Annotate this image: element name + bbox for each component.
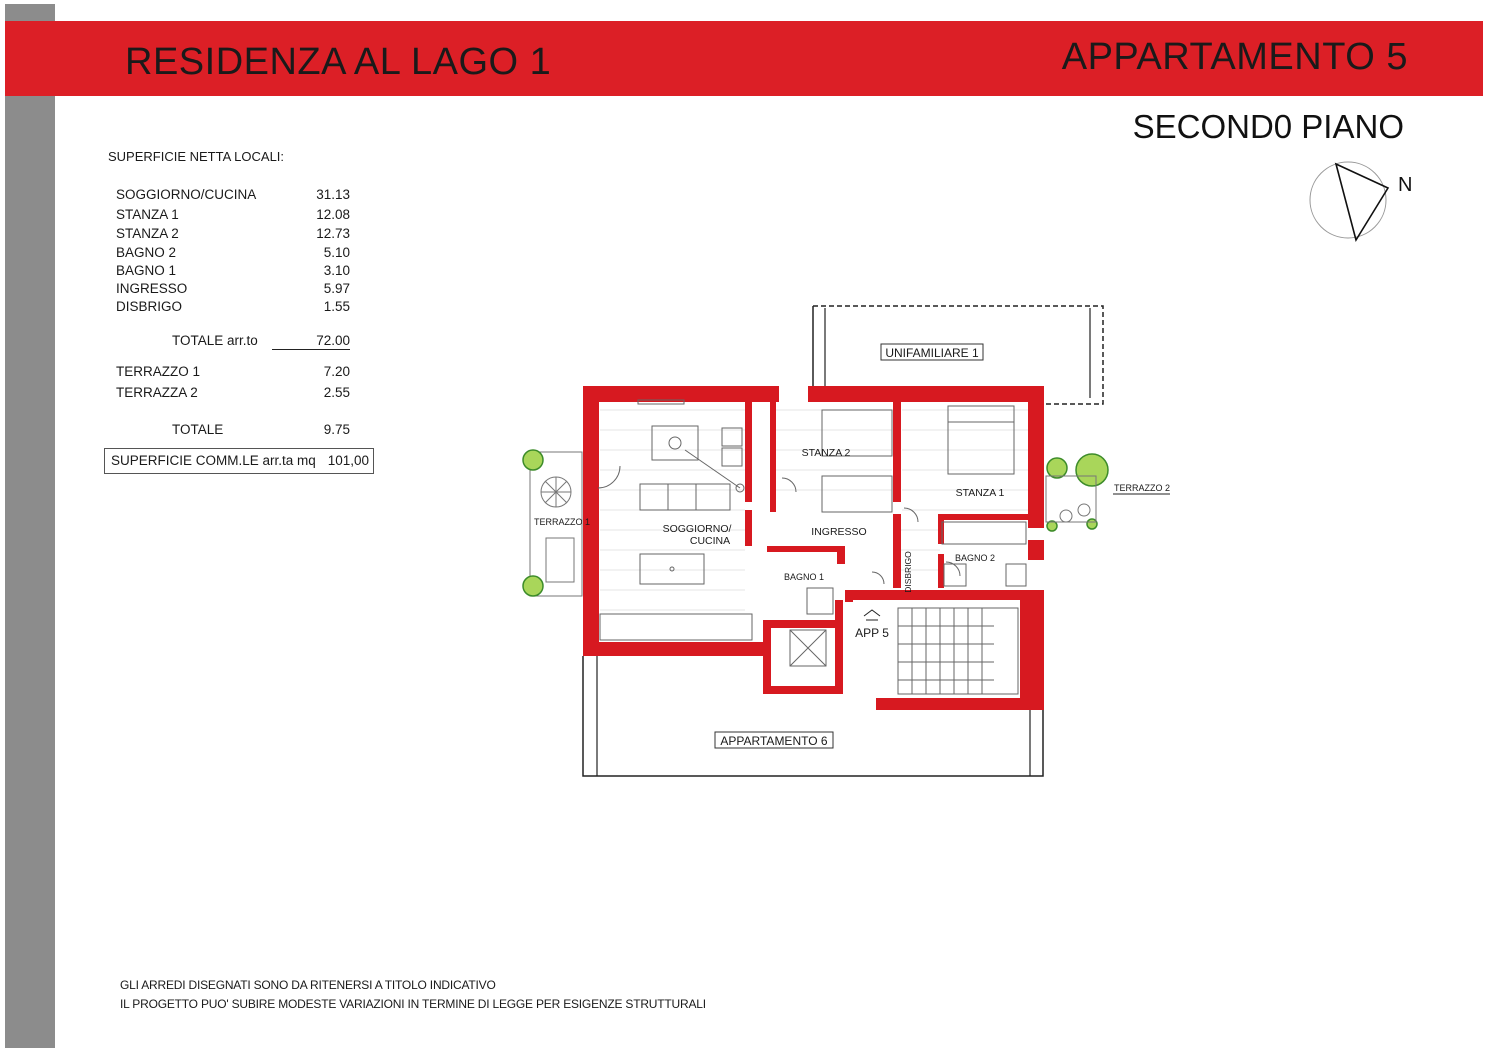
room-label-bagno-2: BAGNO 2 [954,553,996,563]
area-name: SOGGIORNO/CUCINA [116,187,257,202]
unit-title: APPARTAMENTO 5 [1061,36,1408,78]
room-label-soggiorno: SOGGIORNO/ [662,523,732,535]
room-label-cucina: CUCINA [689,535,731,547]
project-title: RESIDENZA AL LAGO 1 [125,41,552,83]
area-row [116,281,350,299]
area-name: BAGNO 1 [116,263,177,278]
area-row [116,299,350,317]
area-name: BAGNO 2 [116,245,177,260]
area-row [116,263,350,281]
area-value: 1.55 [323,299,350,314]
area-value: 31.13 [316,187,350,202]
commercial-label: SUPERFICIE COMM.LE arr.ta mq [111,453,316,468]
area-name: STANZA 2 [116,226,179,241]
commercial-value: 101,00 [327,453,369,468]
room-label-terrazzo-2: TERRAZZO 2 [1113,483,1171,493]
area-value: 12.08 [316,207,350,222]
title-banner [5,21,1483,96]
terrace-total-label: TOTALE [172,422,224,437]
area-value: 5.97 [323,281,350,296]
room-label-app: APP 5 [855,626,889,640]
terrace-row [116,364,350,382]
room-label-disbrigo: DISBRIGO [903,551,913,593]
entrance-icon [864,610,880,620]
north-arrow-icon [1306,158,1396,248]
terrace-total-row [172,422,350,440]
floor-plan [500,290,1190,790]
area-name: INGRESSO [116,281,188,296]
area-value: 5.10 [323,245,350,260]
total-divider [272,349,350,350]
terrace-name: TERRAZZO 1 [116,364,201,379]
terrace-total-value: 9.75 [323,422,350,437]
areas-title: SUPERFICIE NETTA LOCALI: [108,149,285,164]
north-label: N [1398,174,1413,196]
area-row [116,226,350,244]
neighbor-bottom-outline [583,656,1043,776]
floor-label: SECOND0 PIANO [1132,108,1404,145]
terrace-value: 2.55 [323,385,350,400]
area-row [116,245,350,263]
room-label-stanza-2: STANZA 2 [801,447,851,459]
area-name: DISBRIGO [116,299,183,314]
disclaimer-notes [120,976,706,1014]
room-label-stanza-1: STANZA 1 [955,487,1005,499]
note-line-2: IL PROGETTO PUO' SUBIRE MODESTE VARIAZIONI IN TERMINE DI LEGGE PER ESIGENZE STRUTTURALI [120,997,706,1011]
room-label-bagno-1: BAGNO 1 [783,572,825,582]
terrace-value: 7.20 [323,364,350,379]
area-value: 3.10 [323,263,350,278]
neighbor-top-label: UNIFAMILIARE 1 [885,346,979,360]
neighbor-bottom-label: APPARTAMENTO 6 [720,734,828,748]
room-label-terrazzo-1: TERRAZZO 1 [533,517,591,527]
terrace-row [116,385,350,403]
terrace-name: TERRAZZA 2 [116,385,198,400]
total-value: 72.00 [316,333,350,348]
area-value: 12.73 [316,226,350,241]
note-line-1: GLI ARREDI DISEGNATI SONO DA RITENERSI A TITOLO INDICATIVO [120,978,496,992]
area-row [116,187,350,205]
area-row [116,207,350,225]
commercial-area-box [104,448,374,474]
side-bar [5,4,55,1048]
plant-icon [1047,454,1108,531]
room-label-ingresso: INGRESSO [811,526,867,538]
area-name: STANZA 1 [116,207,179,222]
total-label: TOTALE arr.to [172,333,258,348]
